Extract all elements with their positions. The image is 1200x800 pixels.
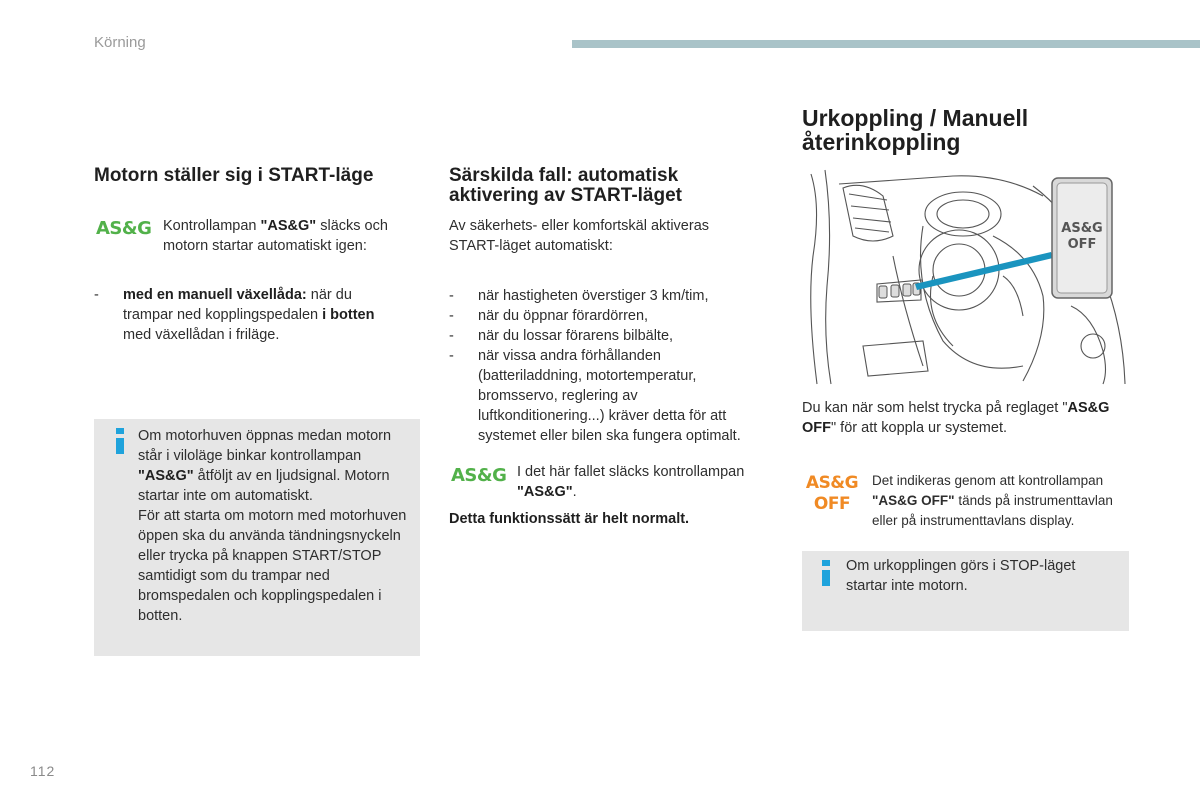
- dashboard-illustration: [803, 166, 1129, 386]
- col2-intro: Av säkerhets- eller komfortskäl aktiveras START-läget automatiskt:: [449, 218, 710, 254]
- col2-indicator-text: I det här fallet släcks kontrollampan "AS&G".: [517, 464, 745, 500]
- section-label: Körning: [94, 34, 146, 51]
- info-text: Om urkopplingen görs i STOP-läget startar inte motorn.: [846, 558, 1076, 594]
- info-text: Om motorhuven öppnas medan motorn står i viloläge binkar kontrollampan "AS&G" åtföljt av en ljudsignal. Motorn startar inte om automatiskt. För att starta om motorn med motorhuven öppen ska du använda tändningsnyckeln eller trycka på knappen START/STOP samtidigt som du trampar ned bromspedalen och kopplingspedalen i botten.: [138, 428, 407, 624]
- page-number: 112: [30, 763, 56, 779]
- list-item: - när du lossar förarens bilbälte,: [449, 326, 764, 346]
- list-item: - med en manuell växellåda: när du trampar ned kopplingspedalen i botten med växellådan i friläge.: [94, 285, 404, 345]
- info-icon: [110, 428, 132, 454]
- asg-off-button-label: AS&G OFF: [1061, 221, 1103, 252]
- col1-bullet: [94, 285, 404, 345]
- col2-heading: Särskilda fall: automatisk aktivering av START-läget: [449, 165, 682, 206]
- dashboard-figure: [803, 166, 1129, 386]
- col3-text: Du kan när som helst trycka på reglaget "AS&G OFF" för att koppla ur systemet.: [802, 400, 1110, 436]
- col3-indicator-text: Det indikeras genom att kontrollampan "AS&G OFF" tänds på instrumenttavlan eller på instrumenttavlans display.: [872, 473, 1113, 528]
- asg-indicator-icon: AS&G: [451, 465, 507, 486]
- col2-bullets: [449, 286, 764, 446]
- col1-heading: Motorn ställer sig i START-läge: [94, 165, 374, 186]
- col2-note: Detta funktionssätt är helt normalt.: [449, 511, 690, 527]
- list-item: - när vissa andra förhållanden (batteriladdning, motortemperatur, bromsservo, reglering av luftkonditionering...) kräver detta för att systemet eller bilen ska fungera optimalt.: [449, 346, 764, 446]
- list-item: - när hastigheten överstiger 3 km/tim,: [449, 286, 764, 306]
- info-icon: [816, 560, 838, 586]
- info-box: [94, 419, 420, 656]
- asg-indicator-icon: AS&G: [96, 218, 152, 239]
- asg-off-indicator-icon: AS&G OFF: [805, 473, 859, 514]
- list-item: - när du öppnar förardörren,: [449, 306, 764, 326]
- info-box: [802, 551, 1129, 631]
- col1-indicator-text: Kontrollampan "AS&G" släcks och motorn startar automatiskt igen:: [163, 218, 388, 254]
- header-accent-bar: [572, 40, 1200, 48]
- col3-heading: Urkoppling / Manuell återinkoppling: [802, 105, 1029, 155]
